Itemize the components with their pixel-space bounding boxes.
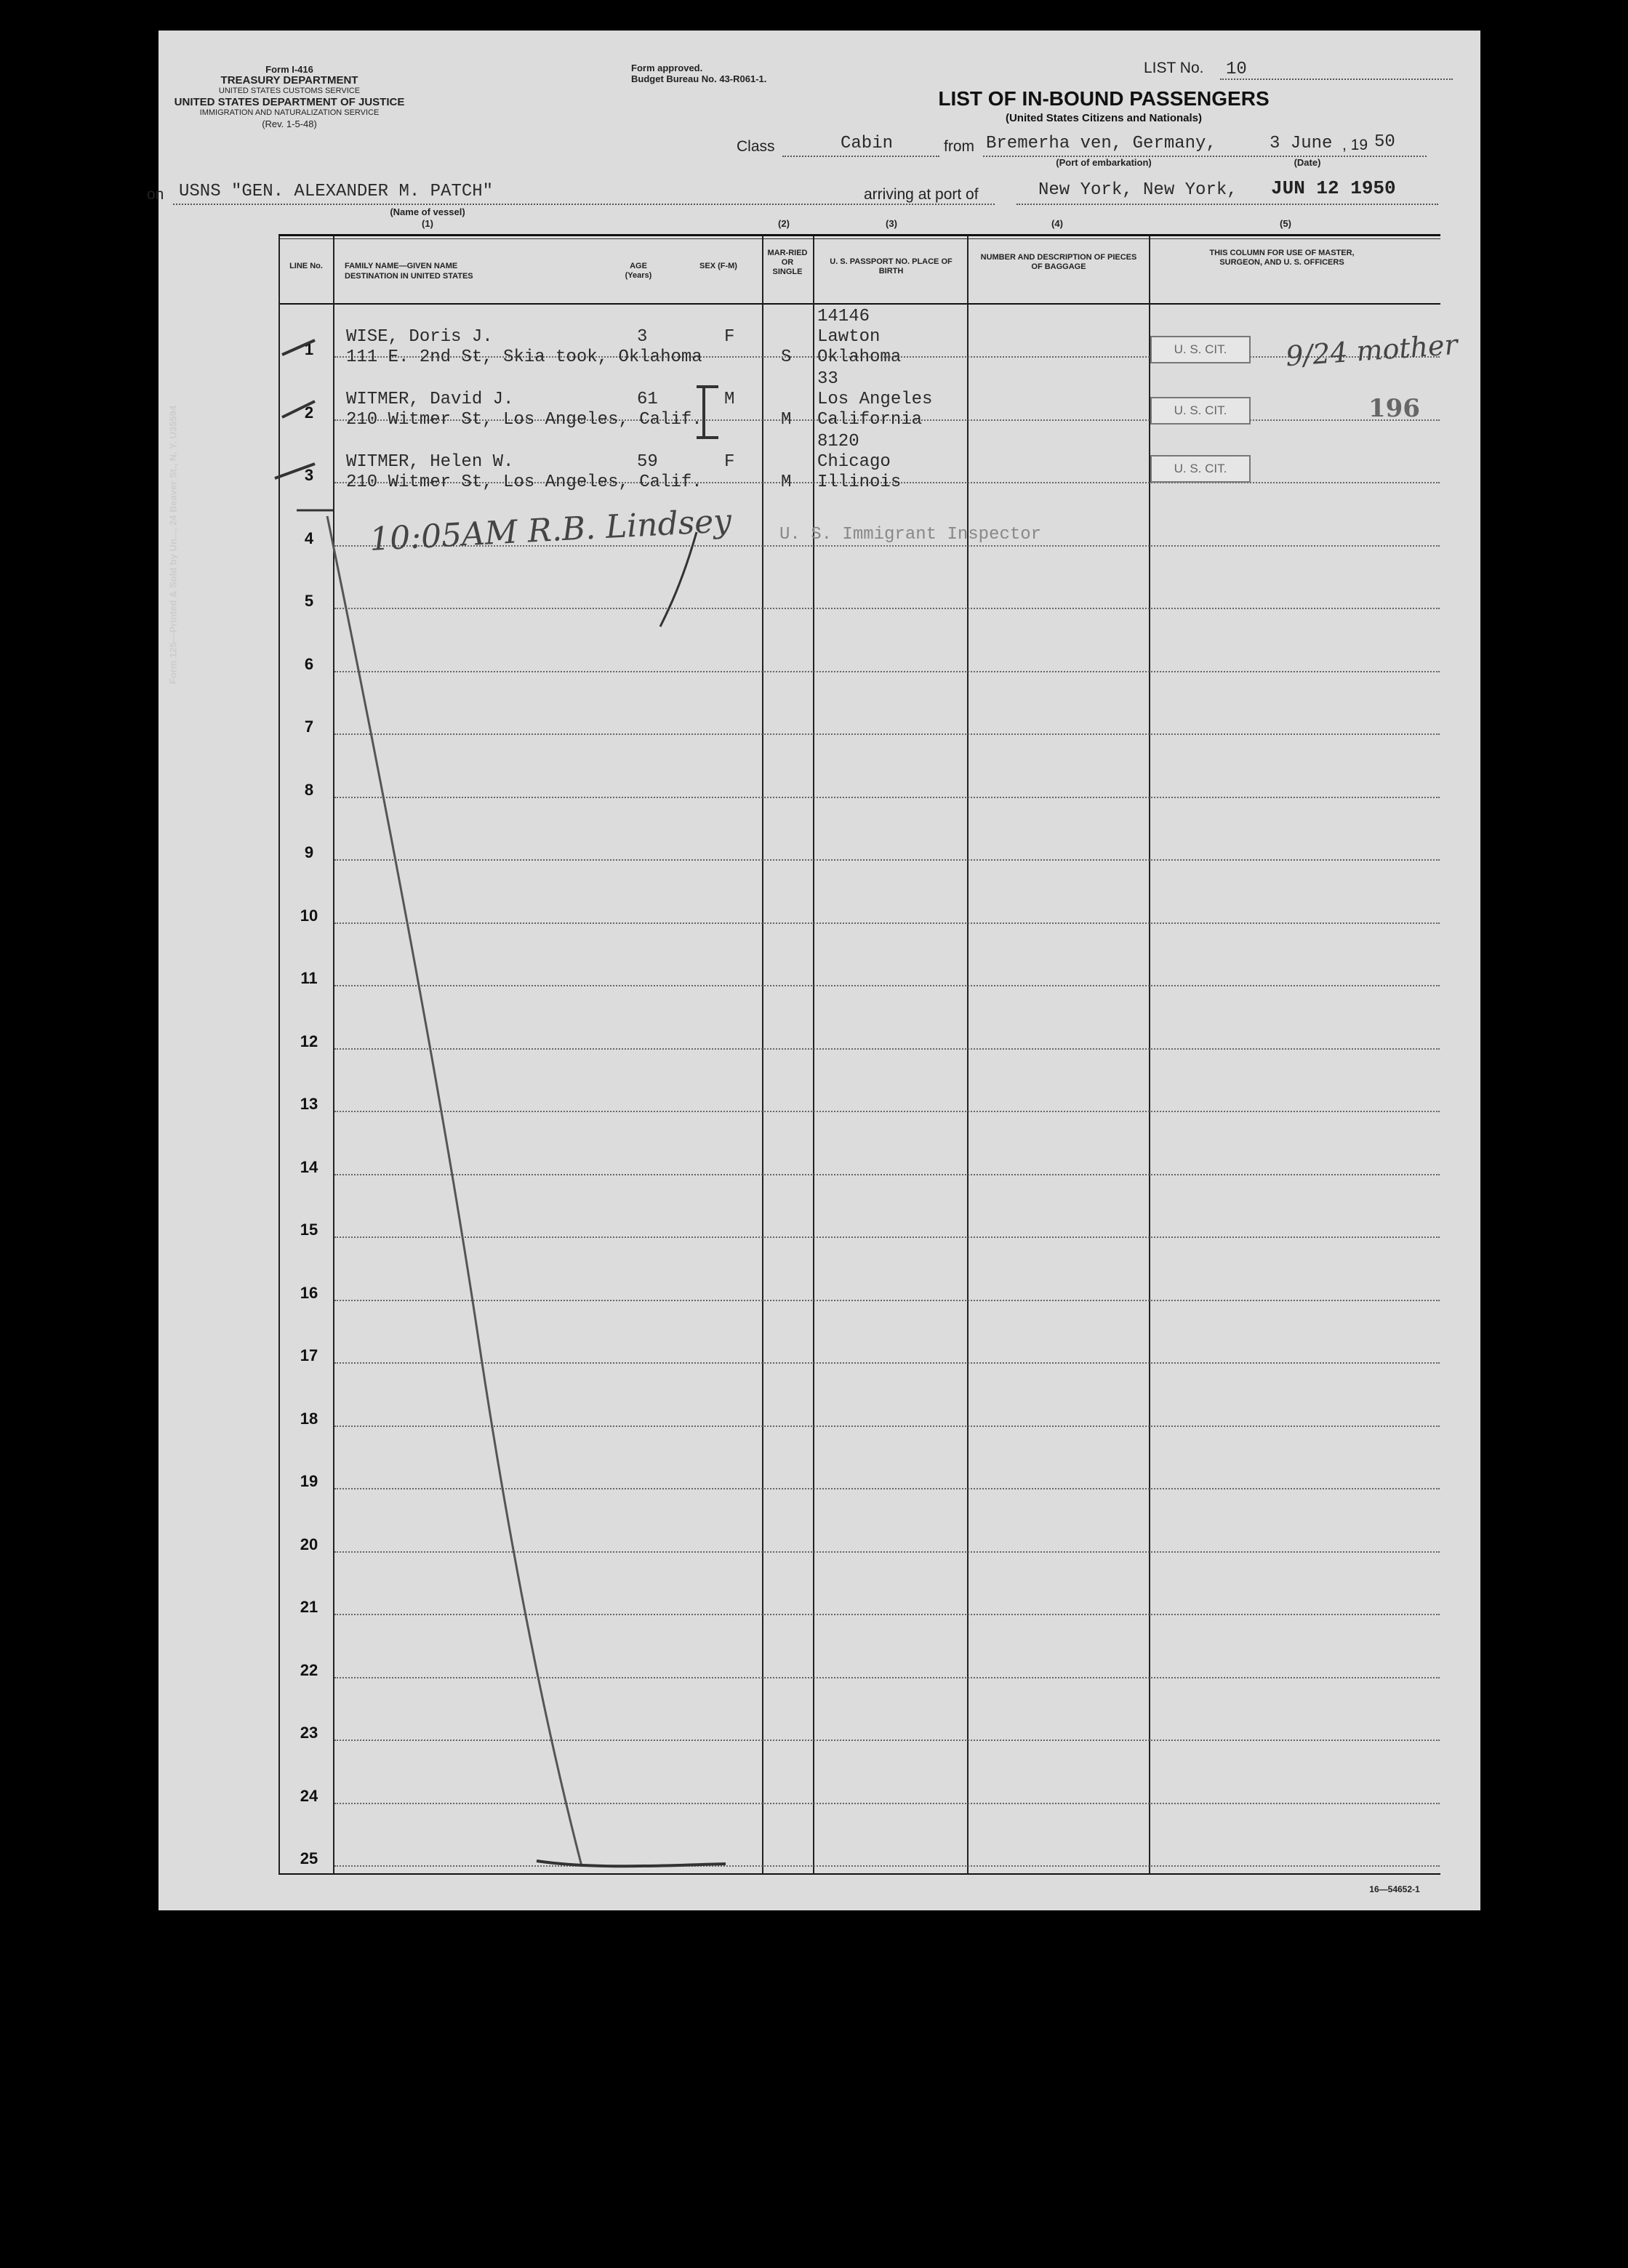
justice-department: UNITED STATES DEPARTMENT OF JUSTICE (174, 96, 405, 108)
birth-city: Chicago (817, 452, 891, 472)
line-number: 24 (300, 1786, 318, 1805)
col-header-married: MAR-RIED OR SINGLE (767, 249, 808, 276)
passenger-name: WITMER, Helen W. (346, 452, 514, 472)
manifest-sheet (147, 31, 1480, 1910)
line-number: 6 (304, 654, 314, 673)
passenger-address: 111 E. 2nd St, Skia took, Oklahoma (346, 347, 702, 367)
birth-state: California (817, 410, 923, 430)
line-number: 12 (300, 1032, 318, 1050)
port-embarkation-caption: (Port of embarkation) (1056, 157, 1152, 168)
birth-city: Los Angeles (817, 390, 933, 409)
line-number: 2 (304, 403, 314, 422)
passenger-age: 61 (637, 390, 658, 409)
line-number: 1 (304, 340, 314, 358)
col-header-age: AGE (Years) (625, 262, 652, 280)
caption-5: (5) (1280, 218, 1291, 229)
line-number: 13 (300, 1095, 318, 1113)
birth-state: Illinois (817, 472, 902, 492)
footer-form-code: 16—54652-1 (1369, 1884, 1420, 1894)
col-header-line: LINE No. (289, 262, 323, 270)
passenger-marital: S (781, 347, 792, 367)
from-label: from (944, 138, 974, 155)
date-caption: (Date) (1294, 157, 1321, 168)
caption-2: (2) (778, 218, 790, 229)
list-no-value: 10 (1226, 60, 1247, 79)
line-number: 15 (300, 1221, 318, 1239)
arrival-port: New York, New York, (1038, 180, 1238, 200)
passenger-sex: F (724, 452, 735, 472)
immigration-service: IMMIGRATION AND NATURALIZATION SERVICE (199, 108, 380, 117)
line-number: 8 (304, 780, 314, 799)
page-title: LIST OF IN-BOUND PASSENGERS (938, 87, 1270, 110)
pencil-strikethrough (159, 31, 1480, 1910)
line-number: 17 (300, 1346, 318, 1364)
us-citizen-stamp: U. S. CIT. (1150, 397, 1251, 425)
budget-bureau: Budget Bureau No. 43-R061-1. (631, 73, 767, 84)
line-number: 11 (300, 969, 318, 987)
customs-service: UNITED STATES CUSTOMS SERVICE (218, 87, 361, 95)
line-number: 16 (300, 1283, 318, 1302)
passport-number: 8120 (817, 432, 859, 451)
class-label: Class (737, 138, 775, 155)
line-number: 3 (304, 466, 314, 484)
col-header-baggage: NUMBER AND DESCRIPTION OF PIECES OF BAGGAGE (980, 253, 1137, 271)
passenger-address: 210 Witmer St, Los Angeles, Calif. (346, 472, 702, 492)
treasury-department: TREASURY DEPARTMENT (220, 74, 358, 87)
caption-1: (1) (422, 218, 433, 229)
col-header-sex: SEX (F-M) (699, 262, 737, 270)
passenger-name: WITMER, David J. (346, 390, 514, 409)
form-number: Form I-416 (265, 64, 313, 75)
us-citizen-stamp: U. S. CIT. (1150, 455, 1251, 483)
line-number: 22 (300, 1660, 318, 1679)
arrival-date-stamp: JUN 12 1950 (1271, 177, 1396, 199)
passenger-sex: F (724, 327, 735, 347)
passenger-age: 3 (637, 327, 648, 347)
us-citizen-stamp: U. S. CIT. (1150, 336, 1251, 363)
vessel-caption: (Name of vessel) (390, 206, 465, 217)
birth-state: Oklahoma (817, 347, 902, 367)
col-header-destination: DESTINATION IN UNITED STATES (345, 272, 473, 281)
passport-number: 33 (817, 369, 838, 389)
page-subtitle: (United States Citizens and Nationals) (1005, 112, 1203, 124)
line-number: 19 (300, 1472, 318, 1490)
year-value: 50 (1374, 132, 1395, 152)
birth-city: Lawton (817, 327, 881, 347)
officer-number: 196 (1368, 394, 1420, 423)
class-value: Cabin (841, 134, 894, 153)
line-number: 7 (304, 717, 314, 736)
printer-margin-text: Form 125—Printed & Sold by Un..., 24 Beaver St., N. Y. U35594 (167, 405, 179, 685)
passenger-age: 59 (637, 452, 658, 472)
passenger-marital: M (781, 410, 792, 430)
passenger-name: WISE, Doris J. (346, 327, 493, 347)
line-number: 14 (300, 1157, 318, 1176)
caption-4: (4) (1051, 218, 1063, 229)
line-number: 25 (300, 1849, 318, 1867)
year-prefix: , 19 (1342, 137, 1368, 153)
line-number: 9 (304, 843, 314, 861)
vessel-name: USNS "GEN. ALEXANDER M. PATCH" (179, 182, 494, 201)
form-revision: (Rev. 1-5-48) (262, 118, 317, 129)
embarkation-date: 3 June (1270, 134, 1333, 153)
list-no-label: LIST No. (1144, 60, 1204, 76)
embarkation-port: Bremerha ven, Germany, (986, 134, 1216, 153)
inspector-signature: 10:05AM R.B. Lindsey (369, 502, 733, 559)
line-number: 5 (304, 592, 314, 610)
passenger-marital: M (781, 472, 792, 492)
col-header-officers: THIS COLUMN FOR USE OF MASTER, SURGEON, AND U. S. OFFICERS (1209, 249, 1355, 267)
on-label: on (147, 186, 164, 203)
inspector-title: U. S. Immigrant Inspector (779, 525, 1042, 544)
line-number: 20 (300, 1535, 318, 1553)
passenger-address: 210 Witmer St, Los Angeles, Calif. (346, 410, 702, 430)
caption-3: (3) (886, 218, 897, 229)
passport-number: 14146 (817, 307, 870, 326)
passenger-sex: M (724, 390, 735, 409)
form-approved: Form approved. (631, 63, 703, 73)
col-header-name: FAMILY NAME—GIVEN NAME (345, 262, 458, 270)
line-number: 23 (300, 1724, 318, 1742)
col-header-passport: U. S. PASSPORT NO. PLACE OF BIRTH (830, 257, 953, 276)
line-number: 4 (304, 528, 314, 547)
line-number: 18 (300, 1409, 318, 1428)
arriving-label: arriving at port of (864, 186, 979, 203)
officer-handwriting: 9/24 mother (1284, 328, 1459, 373)
line-number: 21 (300, 1598, 318, 1616)
line-number: 10 (300, 906, 318, 925)
